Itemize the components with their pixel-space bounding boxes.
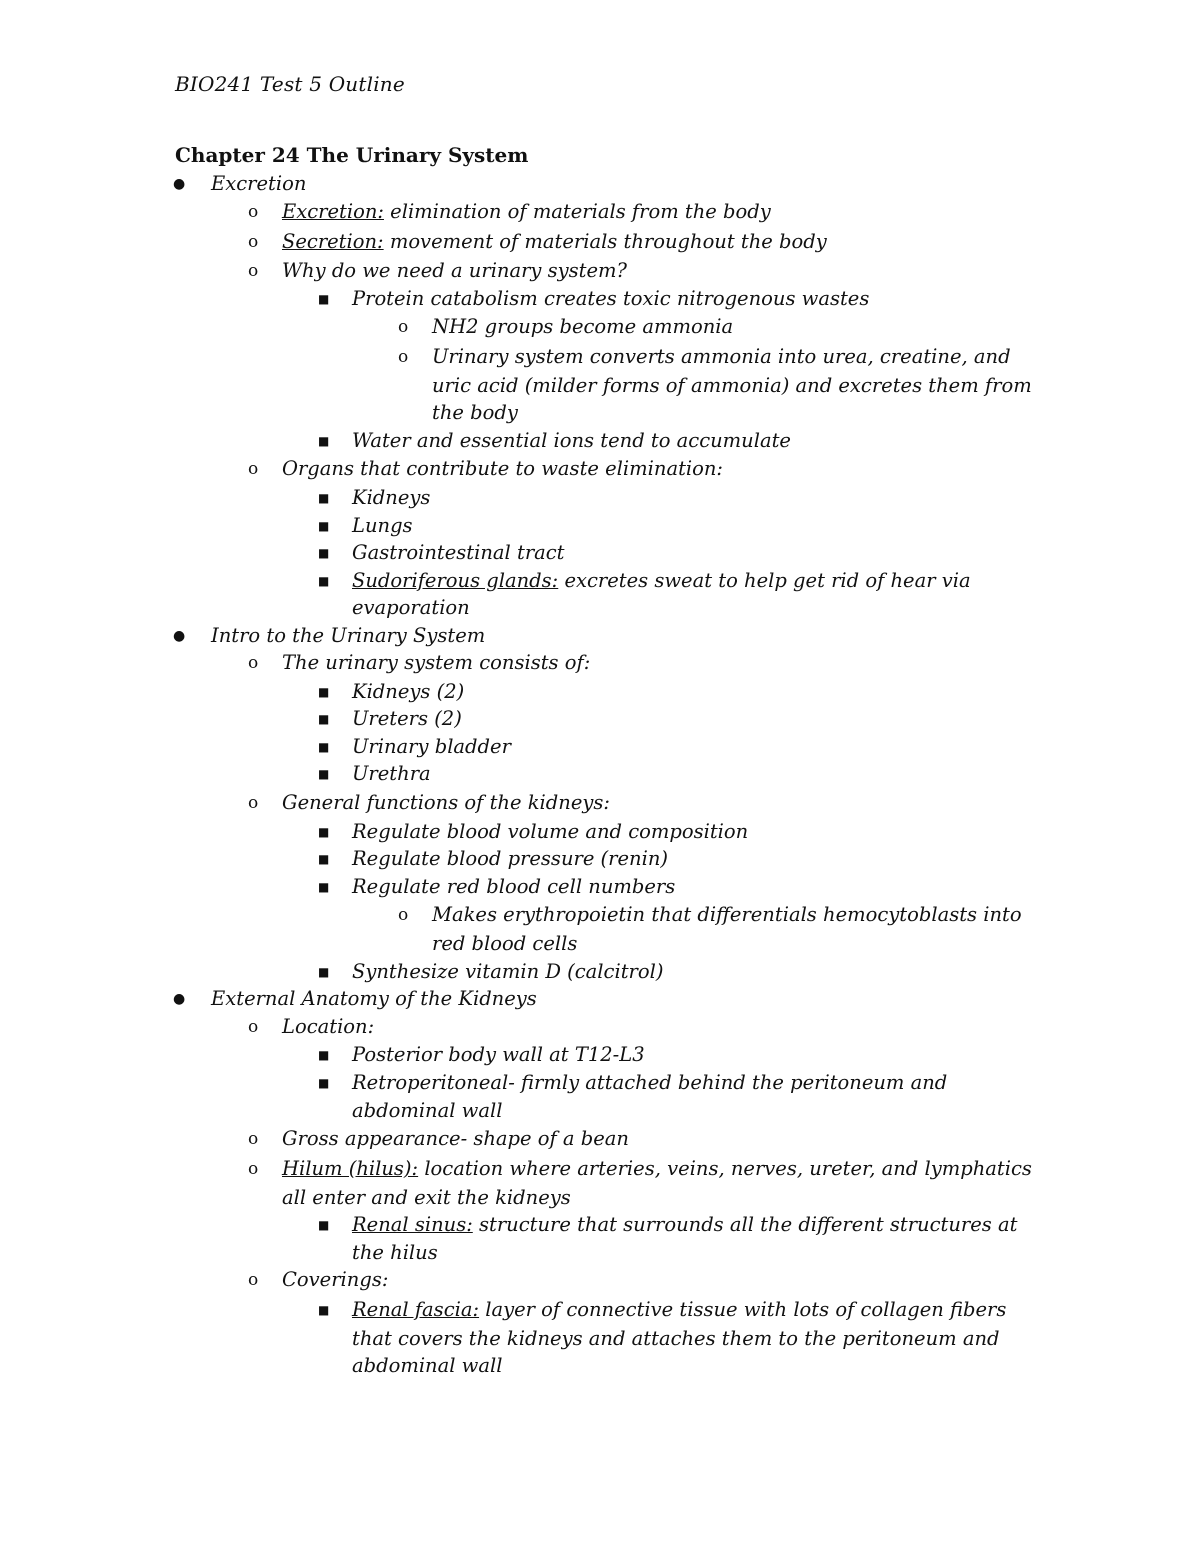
item-text: Organs that contribute to waste elimination: — [282, 457, 724, 480]
page-header: BIO241 Test 5 Outline — [175, 72, 405, 96]
section-heading: Intro to the Urinary System — [211, 624, 486, 647]
item-text: Location: — [282, 1015, 375, 1038]
item-text: Kidneys (2) — [352, 680, 465, 703]
definition: location where arteries, veins, nerves, ureter, and lymphatics — [418, 1157, 1032, 1180]
section-heading: External Anatomy of the Kidneys — [211, 987, 537, 1010]
item-text-continued: the hilus — [352, 1241, 438, 1264]
square-bullet-icon: ■ — [318, 546, 330, 560]
item-text: Urinary bladder — [352, 735, 511, 758]
bullet-icon: ● — [173, 991, 186, 1007]
item-text: Gross appearance- shape of a bean — [282, 1127, 629, 1150]
item-text: Regulate blood volume and composition — [352, 820, 749, 843]
square-bullet-icon: ■ — [318, 965, 330, 979]
definition: layer of connective tissue with lots of collagen fibers — [479, 1298, 1007, 1321]
item-text: Synthesize vitamin D (calcitrol) — [352, 960, 664, 983]
term: Excretion: — [282, 200, 384, 223]
term: Renal sinus: — [352, 1213, 473, 1236]
circle-bullet-icon: o — [248, 202, 259, 222]
term: Renal fascia: — [352, 1298, 480, 1321]
term: Sudoriferous glands: — [352, 569, 559, 592]
item-text: Ureters (2) — [352, 707, 462, 730]
item-text-continued: uric acid (milder forms of ammonia) and excretes them from — [432, 374, 1032, 397]
square-bullet-icon: ■ — [318, 825, 330, 839]
item-text: General functions of the kidneys: — [282, 791, 610, 814]
square-bullet-icon: ■ — [318, 1218, 330, 1232]
circle-bullet-icon: o — [248, 1017, 259, 1037]
term: Hilum (hilus): — [282, 1157, 419, 1180]
square-bullet-icon: ■ — [318, 434, 330, 448]
item-text: NH2 groups become ammonia — [432, 315, 734, 338]
circle-bullet-icon: o — [248, 459, 259, 479]
item-text: Kidneys — [352, 486, 431, 509]
square-bullet-icon: ■ — [318, 767, 330, 781]
square-bullet-icon: ■ — [318, 1303, 330, 1317]
definition: movement of materials throughout the body — [383, 230, 827, 253]
square-bullet-icon: ■ — [318, 491, 330, 505]
circle-bullet-icon: o — [248, 1129, 259, 1149]
item-text-continued: red blood cells — [432, 932, 578, 955]
item-text-continued: that covers the kidneys and attaches them to the peritoneum and — [352, 1327, 1000, 1350]
circle-bullet-icon: o — [398, 347, 409, 367]
term: Secretion: — [282, 230, 384, 253]
square-bullet-icon: ■ — [318, 852, 330, 866]
item-text: Gastrointestinal tract — [352, 541, 565, 564]
item-text: Regulate red blood cell numbers — [352, 875, 676, 898]
definition: excretes sweat to help get rid of hear via — [558, 569, 971, 592]
circle-bullet-icon: o — [398, 317, 409, 337]
square-bullet-icon: ■ — [318, 685, 330, 699]
bullet-icon: ● — [173, 176, 186, 192]
item-text: The urinary system consists of: — [282, 651, 591, 674]
item-text-continued: abdominal wall — [352, 1354, 503, 1377]
item-text: Protein catabolism creates toxic nitrogenous wastes — [352, 287, 870, 310]
circle-bullet-icon: o — [248, 1270, 259, 1290]
square-bullet-icon: ■ — [318, 740, 330, 754]
item-text: Urinary system converts ammonia into urea, creatine, and — [432, 345, 1011, 368]
chapter-title: Chapter 24 The Urinary System — [175, 143, 529, 167]
square-bullet-icon: ■ — [318, 712, 330, 726]
square-bullet-icon: ■ — [318, 574, 330, 588]
circle-bullet-icon: o — [248, 1159, 259, 1179]
square-bullet-icon: ■ — [318, 519, 330, 533]
bullet-icon: ● — [173, 628, 186, 644]
item-text: Regulate blood pressure (renin) — [352, 847, 668, 870]
item-text-continued: abdominal wall — [352, 1099, 503, 1122]
item-text: Makes erythropoietin that differentials hemocytoblasts into — [432, 903, 1022, 926]
item-text-continued: the body — [432, 401, 518, 424]
item-text: Urethra — [352, 762, 431, 785]
item-text: Water and essential ions tend to accumulate — [352, 429, 791, 452]
square-bullet-icon: ■ — [318, 1048, 330, 1062]
circle-bullet-icon: o — [248, 261, 259, 281]
circle-bullet-icon: o — [248, 232, 259, 252]
item-text: Posterior body wall at T12-L3 — [352, 1043, 645, 1066]
item-text: Lungs — [352, 514, 413, 537]
definition: elimination of materials from the body — [383, 200, 771, 223]
square-bullet-icon: ■ — [318, 1076, 330, 1090]
item-text-continued: all enter and exit the kidneys — [282, 1186, 571, 1209]
definition: structure that surrounds all the different structures at — [472, 1213, 1018, 1236]
square-bullet-icon: ■ — [318, 292, 330, 306]
square-bullet-icon: ■ — [318, 880, 330, 894]
item-text: Why do we need a urinary system? — [282, 259, 628, 282]
circle-bullet-icon: o — [248, 793, 259, 813]
circle-bullet-icon: o — [398, 905, 409, 925]
item-text-continued: evaporation — [352, 596, 470, 619]
item-text: Coverings: — [282, 1268, 389, 1291]
circle-bullet-icon: o — [248, 653, 259, 673]
item-text: Retroperitoneal- firmly attached behind the peritoneum and — [352, 1071, 948, 1094]
section-heading: Excretion — [211, 172, 307, 195]
